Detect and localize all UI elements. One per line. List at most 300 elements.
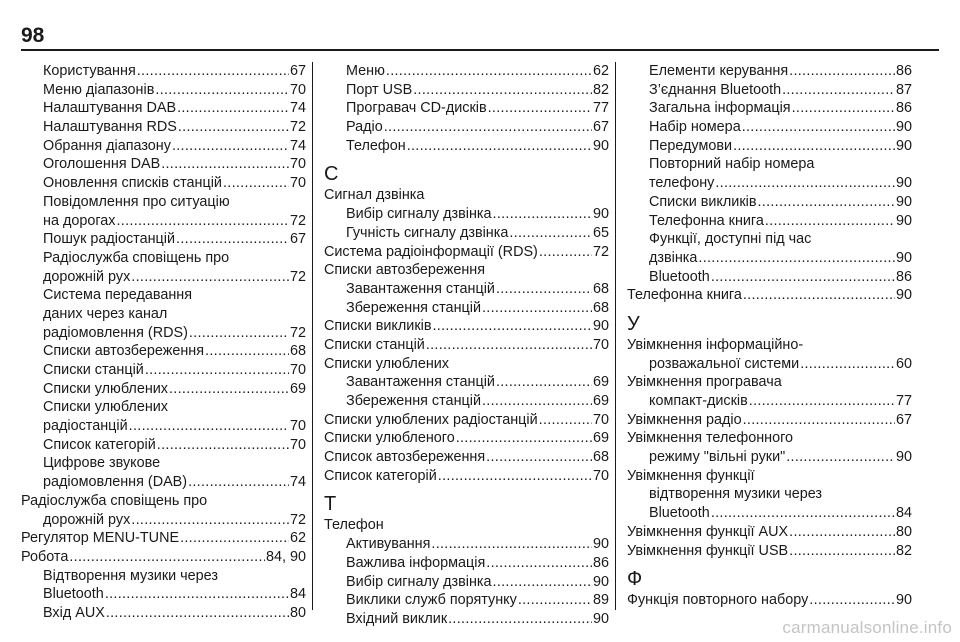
index-entry — [21, 529, 306, 548]
page-ref: 70 — [289, 175, 306, 192]
page-ref: 90 — [895, 137, 912, 154]
index-entry — [324, 516, 609, 535]
index-entry — [627, 504, 912, 523]
entry-text: З’єднання Bluetooth — [649, 81, 782, 98]
dot-leader — [743, 411, 895, 430]
entry-text: Повідомлення про ситуацію — [43, 193, 230, 210]
entry-text: Список категорій — [324, 467, 437, 484]
dot-leader — [539, 243, 592, 262]
entry-text: Цифрове звукове — [43, 455, 161, 472]
index-entry — [324, 205, 609, 224]
index-letter-heading: С — [324, 163, 339, 186]
dot-leader — [482, 299, 592, 318]
entry-text: Система радіоінформації (RDS) — [324, 243, 538, 260]
index-entry — [627, 355, 912, 374]
index-entry — [627, 411, 912, 430]
entry-text: Телефонна книга — [649, 212, 764, 229]
page-ref: 70 — [289, 436, 306, 453]
index-entry — [324, 317, 609, 336]
index-entry — [324, 392, 609, 411]
dot-leader — [131, 268, 289, 287]
index-entry — [324, 118, 609, 137]
index-entry — [21, 81, 306, 100]
entry-text: Увімкнення інформаційно- — [627, 336, 804, 353]
entry-text: Списки станцій — [324, 336, 425, 353]
entry-text: Увімкнення функції USB — [627, 542, 789, 559]
dot-leader — [711, 268, 895, 287]
dot-leader — [105, 585, 289, 604]
dot-leader — [488, 99, 592, 118]
entry-text: радіомовлення (DAB) — [43, 474, 188, 491]
page-ref: 84, 90 — [265, 548, 306, 565]
index-entry — [21, 361, 306, 380]
index-entry — [627, 268, 912, 287]
page-ref: 82 — [895, 542, 912, 559]
entry-text: Налаштування RDS — [43, 119, 177, 136]
page-ref: 90 — [592, 206, 609, 223]
dot-leader — [809, 591, 895, 610]
page-ref: 74 — [289, 100, 306, 117]
index-entry — [627, 137, 912, 156]
entry-text: розважальної системи — [649, 355, 800, 372]
index-entry — [627, 81, 912, 100]
entry-text: радіомовлення (RDS) — [43, 324, 188, 341]
page-ref: 90 — [592, 610, 609, 627]
entry-text: Списки автозбереження — [324, 262, 486, 279]
entry-text: Набір номера — [649, 119, 741, 136]
index-entry — [324, 243, 609, 262]
dot-leader — [407, 137, 592, 156]
dot-leader — [432, 317, 592, 336]
watermark: carmanualsonline.info — [782, 618, 952, 637]
entry-text: Передумови — [649, 137, 733, 154]
page-ref: 90 — [895, 592, 912, 609]
entry-text: Користування — [43, 63, 136, 79]
index-entry — [324, 224, 609, 243]
index-entry — [21, 99, 306, 118]
dot-leader — [493, 205, 592, 224]
dot-leader — [386, 62, 592, 81]
page-ref: 69 — [592, 393, 609, 409]
page-ref: 62 — [289, 530, 306, 547]
page-ref: 86 — [895, 100, 912, 117]
index-entry — [627, 336, 912, 355]
page-ref: 84 — [895, 505, 912, 522]
index-entry — [324, 373, 609, 392]
page-ref: 84 — [289, 586, 306, 603]
page-ref: 67 — [895, 411, 912, 428]
entry-text: Списки викликів — [649, 193, 757, 210]
entry-text: Списки улюбленого — [324, 430, 455, 447]
page-ref: 90 — [895, 249, 912, 266]
index-entry — [324, 573, 609, 592]
page-ref: 68 — [592, 449, 609, 466]
index-entry — [21, 193, 306, 212]
dot-leader — [482, 392, 592, 411]
dot-leader — [448, 610, 592, 629]
dot-leader — [789, 523, 895, 542]
entry-text: Збереження станцій — [346, 299, 481, 316]
entry-text: Списки станцій — [43, 362, 144, 378]
dot-leader — [413, 81, 592, 100]
index-entry — [324, 429, 609, 448]
entry-text: Списки автозбереження — [43, 343, 205, 360]
dot-leader — [157, 436, 289, 455]
index-entry — [21, 567, 306, 586]
page-ref: 67 — [289, 63, 306, 79]
entry-text: Відтворення музики через — [43, 567, 218, 584]
index-entry — [21, 286, 306, 305]
index-entry — [627, 542, 912, 561]
index-entry — [324, 62, 609, 81]
entry-text: Програвач CD-дисків — [346, 100, 487, 117]
index-letter-heading: Т — [324, 493, 337, 516]
index-entry — [324, 186, 609, 205]
entry-text: Увімкнення програвача — [627, 374, 782, 391]
dot-leader — [765, 212, 895, 231]
entry-text: Регулятор MENU-TUNE — [21, 530, 180, 547]
index-entry — [627, 485, 912, 504]
dot-leader — [496, 373, 592, 392]
index-entry — [21, 137, 306, 156]
index-entry — [324, 280, 609, 299]
dot-leader — [169, 380, 289, 399]
index-entry — [627, 392, 912, 411]
entry-text: Завантаження станцій — [346, 280, 495, 297]
index-entry — [627, 591, 912, 610]
index-entry — [324, 336, 609, 355]
entry-text: дорожній рух — [43, 268, 131, 285]
dot-leader — [188, 473, 289, 492]
index-entry — [324, 467, 609, 486]
entry-text: Списки улюблених радіостанцій — [324, 411, 538, 428]
index-entry — [627, 286, 912, 305]
entry-text: Сигнал дзвінка — [324, 187, 425, 204]
entry-text: Обрання діапазону — [43, 137, 171, 154]
entry-text: радіостанцій — [43, 418, 128, 435]
index-entry — [627, 155, 912, 174]
index-entry — [324, 610, 609, 629]
page-ref: 70 — [289, 156, 306, 173]
page-ref: 68 — [289, 343, 306, 360]
index-entry — [324, 535, 609, 554]
page-ref: 74 — [289, 474, 306, 491]
dot-leader — [509, 224, 592, 243]
entry-text: Оголошення DAB — [43, 156, 161, 173]
index-entry — [21, 585, 306, 604]
entry-text: Увімкнення функції AUX — [627, 523, 789, 540]
index-entry — [627, 429, 912, 448]
index-entry — [324, 448, 609, 467]
entry-text: Телефонна книга — [627, 287, 742, 304]
page-ref: 90 — [895, 287, 912, 304]
index-letter-heading: Ф — [627, 568, 643, 591]
page-ref: 70 — [592, 467, 609, 484]
dot-leader — [789, 542, 895, 561]
entry-text: Вибір сигналу дзвінка — [346, 573, 492, 590]
dot-leader — [698, 249, 895, 268]
entry-text: Загальна інформація — [649, 100, 791, 117]
page-ref: 67 — [592, 119, 609, 136]
dot-leader — [486, 448, 592, 467]
dot-leader — [426, 336, 592, 355]
entry-text: Увімкнення функції — [627, 467, 755, 484]
entry-text: Система передавання — [43, 287, 193, 304]
page-ref: 65 — [592, 224, 609, 241]
entry-text: Активування — [346, 536, 431, 553]
dot-leader — [789, 62, 895, 81]
index-entry — [627, 212, 912, 231]
entry-text: компакт-дисків — [649, 393, 748, 409]
index-entry — [21, 417, 306, 436]
page-number: 98 — [21, 24, 45, 47]
page-ref: 74 — [289, 137, 306, 154]
entry-text: режиму "вільні руки" — [649, 449, 786, 466]
index-entry — [324, 261, 609, 280]
page-ref: 68 — [592, 299, 609, 316]
index-entry — [21, 324, 306, 343]
index-entry — [21, 604, 306, 623]
index-entry — [21, 155, 306, 174]
page-ref: 90 — [592, 573, 609, 590]
index-entry — [21, 268, 306, 287]
index-entry — [627, 249, 912, 268]
dot-leader — [178, 118, 289, 137]
dot-leader — [384, 118, 592, 137]
dot-leader — [456, 429, 592, 448]
index-entry — [627, 62, 912, 81]
dot-leader — [172, 137, 289, 156]
entry-text: Список категорій — [43, 436, 156, 453]
entry-text: Вибір сигналу дзвінка — [346, 206, 492, 223]
entry-text: дорожній рух — [43, 511, 131, 528]
entry-text: Bluetooth — [43, 586, 104, 603]
index-entry — [21, 118, 306, 137]
entry-text: Збереження станцій — [346, 393, 481, 409]
index-letter-heading: У — [627, 312, 640, 335]
entry-text: Важлива інформація — [346, 554, 486, 571]
index-entry — [21, 174, 306, 193]
entry-text: відтворення музики через — [649, 486, 823, 503]
entry-text: Радіо — [346, 119, 383, 136]
dot-leader — [757, 193, 895, 212]
dot-leader — [749, 392, 895, 411]
index-entry — [21, 398, 306, 417]
entry-text: Вхідний виклик — [346, 610, 448, 627]
index-entry — [627, 523, 912, 542]
index-entry — [627, 174, 912, 193]
dot-leader — [792, 99, 895, 118]
entry-text: Елементи керування — [649, 63, 789, 79]
page-ref: 69 — [289, 380, 306, 397]
page-ref: 90 — [895, 193, 912, 210]
entry-text: Оновлення списків станцій — [43, 175, 222, 192]
index-entry — [21, 492, 306, 511]
index-entry — [21, 511, 306, 530]
entry-text: Bluetooth — [649, 268, 710, 285]
index-entry — [324, 137, 609, 156]
page-ref: 87 — [895, 81, 912, 98]
entry-text: Телефон — [346, 137, 406, 154]
page-ref: 70 — [289, 418, 306, 435]
index-entry — [324, 99, 609, 118]
index-entry — [21, 305, 306, 324]
page-ref: 90 — [895, 212, 912, 229]
dot-leader — [743, 286, 895, 305]
dot-leader — [145, 361, 289, 380]
index-entry — [21, 436, 306, 455]
entry-text: Функції, доступні під час — [649, 231, 812, 248]
index-entry — [21, 62, 306, 81]
index-column-3 — [627, 62, 912, 610]
page-ref: 90 — [592, 536, 609, 553]
entry-text: даних через канал — [43, 305, 168, 322]
dot-leader — [189, 324, 289, 343]
dot-leader — [106, 604, 289, 623]
page-ref: 72 — [289, 511, 306, 528]
page-ref: 60 — [895, 355, 912, 372]
entry-text: Робота — [21, 548, 69, 565]
dot-leader — [431, 535, 592, 554]
index-entry — [324, 411, 609, 430]
entry-text: Функція повторного набору — [627, 592, 809, 609]
page-ref: 72 — [592, 243, 609, 260]
dot-leader — [438, 467, 592, 486]
page-ref: 80 — [289, 604, 306, 621]
entry-text: Увімкнення радіо — [627, 411, 742, 428]
entry-text: Вхід AUX — [43, 604, 105, 621]
entry-text: Гучність сигналу дзвінка — [346, 224, 509, 241]
column-divider — [312, 62, 313, 610]
index-column-2 — [324, 62, 609, 629]
entry-text: Список автозбереження — [324, 449, 486, 466]
dot-leader — [131, 511, 289, 530]
entry-text: на дорогах — [43, 212, 116, 229]
dot-leader — [782, 81, 895, 100]
index-entry — [627, 448, 912, 467]
index-entry — [21, 249, 306, 268]
entry-text: Меню — [346, 63, 385, 79]
index-entry — [21, 380, 306, 399]
dot-leader — [711, 504, 895, 523]
column-divider — [615, 62, 616, 610]
page-ref: 86 — [895, 63, 912, 79]
dot-leader — [800, 355, 895, 374]
entry-text: Телефон — [324, 517, 384, 534]
index-entry — [21, 454, 306, 473]
dot-leader — [137, 62, 289, 81]
dot-leader — [69, 548, 265, 567]
entry-text: Повторний набір номера — [649, 156, 815, 173]
page-ref: 77 — [895, 393, 912, 409]
entry-text: телефону — [649, 175, 715, 192]
entry-text: Списки улюблених — [43, 380, 168, 397]
index-entry — [324, 81, 609, 100]
page-ref: 67 — [289, 231, 306, 248]
dot-leader — [715, 174, 895, 193]
page-ref: 90 — [592, 137, 609, 154]
index-entry — [21, 548, 306, 567]
dot-leader — [539, 411, 592, 430]
dot-leader — [223, 174, 289, 193]
index-entry — [324, 554, 609, 573]
page-ref: 69 — [592, 374, 609, 391]
page-ref: 72 — [289, 212, 306, 229]
page-ref: 90 — [895, 449, 912, 466]
index-column-1 — [21, 62, 306, 623]
dot-leader — [180, 529, 289, 548]
page-ref: 70 — [289, 362, 306, 378]
entry-text: Списки викликів — [324, 318, 432, 335]
entry-text: дзвінка — [649, 249, 698, 266]
dot-leader — [129, 417, 289, 436]
entry-text: Налаштування DAB — [43, 100, 177, 117]
index-entry — [21, 473, 306, 492]
entry-text: Завантаження станцій — [346, 374, 495, 391]
index-entry — [21, 212, 306, 231]
page-ref: 86 — [895, 268, 912, 285]
page-ref: 77 — [592, 100, 609, 117]
page-ref: 86 — [592, 554, 609, 571]
entry-text: Списки улюблених — [43, 399, 168, 416]
page-ref: 72 — [289, 268, 306, 285]
index-entry — [627, 467, 912, 486]
index-entry — [627, 193, 912, 212]
index-entry — [21, 342, 306, 361]
entry-text: Порт USB — [346, 81, 413, 98]
dot-leader — [518, 591, 592, 610]
page-ref: 72 — [289, 324, 306, 341]
index-entry — [324, 299, 609, 318]
dot-leader — [155, 81, 289, 100]
index-entry — [627, 118, 912, 137]
dot-leader — [117, 212, 289, 231]
entry-text: Увімкнення телефонного — [627, 430, 794, 447]
page-ref: 69 — [592, 430, 609, 447]
entry-text: Виклики служб порятунку — [346, 592, 517, 609]
index-entry — [627, 373, 912, 392]
dot-leader — [161, 155, 289, 174]
entry-text: Bluetooth — [649, 505, 710, 522]
page-ref: 82 — [592, 81, 609, 98]
page-ref: 70 — [289, 81, 306, 98]
page-ref: 72 — [289, 119, 306, 136]
dot-leader — [742, 118, 895, 137]
dot-leader — [177, 99, 289, 118]
page-ref: 62 — [592, 63, 609, 79]
entry-text: Радіослужба сповіщень про — [21, 492, 208, 509]
page-ref: 70 — [592, 411, 609, 428]
page-ref: 90 — [895, 119, 912, 136]
page-ref: 89 — [592, 592, 609, 609]
entry-text: Списки улюблених — [324, 355, 449, 372]
dot-leader — [786, 448, 895, 467]
dot-leader — [493, 573, 592, 592]
entry-text: Пошук радіостанцій — [43, 231, 176, 248]
dot-leader — [496, 280, 592, 299]
index-entry — [324, 591, 609, 610]
entry-text: Радіослужба сповіщень про — [43, 249, 230, 266]
dot-leader — [486, 554, 592, 573]
dot-leader — [733, 137, 895, 156]
header-rule — [21, 49, 939, 51]
dot-leader — [176, 230, 289, 249]
page-ref: 90 — [592, 318, 609, 335]
dot-leader — [205, 342, 289, 361]
index-entry — [324, 355, 609, 374]
index-entry — [21, 230, 306, 249]
entry-text: Меню діапазонів — [43, 81, 155, 98]
